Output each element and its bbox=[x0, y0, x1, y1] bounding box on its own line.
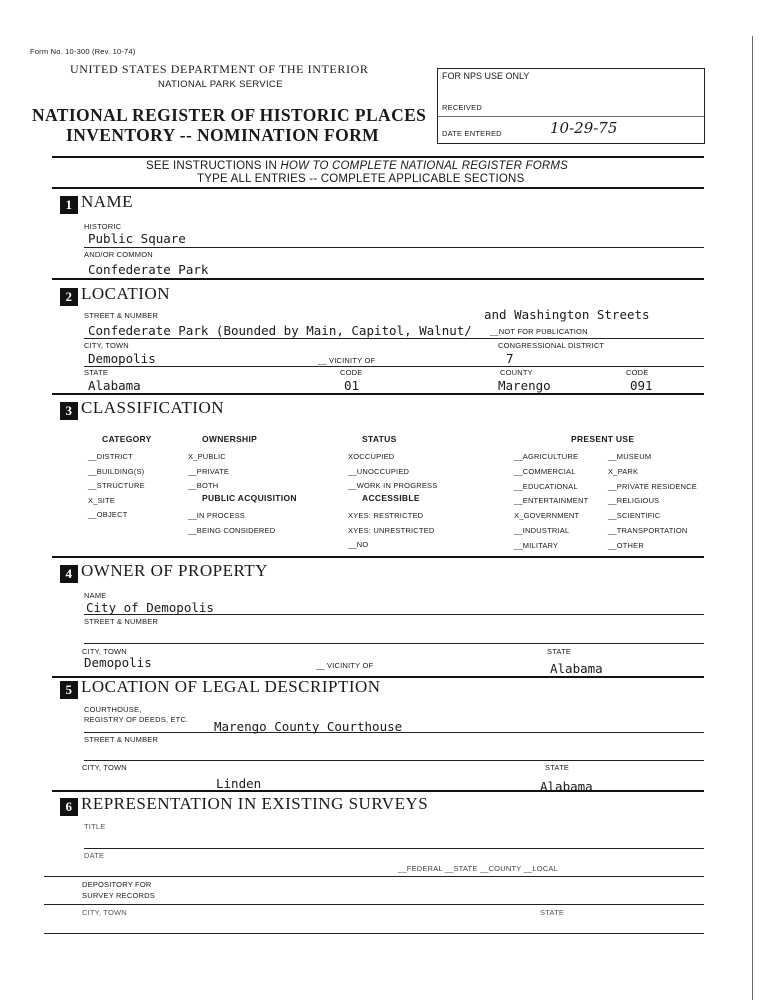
survey-state-label: STATE bbox=[540, 908, 565, 917]
present-use-option[interactable]: __ENTERTAINMENT bbox=[514, 496, 589, 506]
date-entered-label: DATE ENTERED bbox=[442, 129, 502, 138]
category-heading: CATEGORY bbox=[102, 434, 152, 444]
category-option[interactable]: __BUILDING(S) bbox=[88, 466, 145, 476]
category-option[interactable]: __DISTRICT bbox=[88, 452, 133, 461]
section-number-badge: 5 bbox=[60, 681, 78, 699]
survey-title-label: TITLE bbox=[84, 822, 106, 831]
public-acquisition-heading: PUBLIC ACQUISITION bbox=[202, 493, 297, 503]
present-use-option[interactable]: __RELIGIOUS bbox=[608, 496, 660, 506]
historic-name-field[interactable]: Public Square bbox=[88, 231, 186, 246]
survey-city-label: CITY, TOWN bbox=[82, 908, 127, 917]
registry-label: REGISTRY OF DEEDS, ETC. bbox=[84, 715, 189, 724]
section-4-heading: 4 OWNER OF PROPERTY bbox=[60, 561, 268, 583]
present-use-heading: PRESENT USE bbox=[571, 434, 635, 444]
present-use-option[interactable]: X_GOVERNMENT bbox=[514, 511, 580, 521]
accessible-option[interactable]: __NO bbox=[348, 540, 369, 549]
present-use-option[interactable]: __SCIENTIFIC bbox=[608, 511, 661, 521]
courthouse-label: COURTHOUSE, bbox=[84, 705, 142, 714]
section-number-badge: 4 bbox=[60, 565, 78, 583]
owner-name-label: NAME bbox=[84, 591, 107, 600]
acquisition-option[interactable]: __IN PROCESS bbox=[188, 511, 246, 520]
present-use-option[interactable]: __MILITARY bbox=[514, 540, 559, 550]
state-field[interactable]: Alabama bbox=[88, 378, 141, 393]
section-3-heading: 3 CLASSIFICATION bbox=[60, 398, 224, 420]
section-number-badge: 3 bbox=[60, 402, 78, 420]
status-heading: STATUS bbox=[362, 434, 397, 444]
city-field[interactable]: Demopolis bbox=[88, 351, 156, 366]
street-label: STREET & NUMBER bbox=[84, 311, 159, 320]
survey-date-label: DATE bbox=[84, 851, 105, 860]
present-use-option[interactable]: __PRIVATE RESIDENCE bbox=[608, 481, 697, 491]
category-option[interactable]: __STRUCTURE bbox=[88, 481, 145, 490]
ownership-options bbox=[188, 450, 229, 494]
street-continuation: and Washington Streets bbox=[484, 307, 650, 322]
category-option[interactable]: X_SITE bbox=[88, 495, 116, 505]
acquisition-option[interactable]: __BEING CONSIDERED bbox=[188, 525, 276, 535]
code-label: CODE bbox=[340, 368, 363, 377]
accessible-options bbox=[348, 509, 435, 553]
city-label: CITY, TOWN bbox=[84, 341, 129, 350]
present-use-option[interactable]: __OTHER bbox=[608, 540, 644, 550]
nps-use-box bbox=[437, 68, 705, 144]
instructions-line1: SEE INSTRUCTIONS IN HOW TO COMPLETE NATIONAL REGISTER FORMS bbox=[146, 160, 569, 172]
state-label: STATE bbox=[84, 368, 109, 377]
instructions-line2: TYPE ALL ENTRIES -- COMPLETE APPLICABLE SECTIONS bbox=[197, 173, 525, 185]
public-acquisition-options bbox=[188, 509, 275, 538]
congressional-district-label: CONGRESSIONAL DISTRICT bbox=[498, 341, 605, 350]
department-name: UNITED STATES DEPARTMENT OF THE INTERIOR bbox=[70, 62, 369, 76]
service-name: NATIONAL PARK SERVICE bbox=[158, 79, 283, 90]
accessible-option[interactable]: XYES: RESTRICTED bbox=[348, 511, 424, 520]
owner-vicinity-checkbox[interactable]: __ VICINITY OF bbox=[316, 661, 374, 670]
present-use-option[interactable]: __INDUSTRIAL bbox=[514, 525, 570, 535]
courthouse-field[interactable]: Marengo County Courthouse bbox=[214, 719, 403, 734]
status-option[interactable]: __WORK IN PROGRESS bbox=[348, 481, 438, 490]
owner-state-field[interactable]: Alabama bbox=[550, 661, 603, 676]
present-use-option[interactable]: __MUSEUM bbox=[608, 452, 652, 461]
congressional-district-field[interactable]: 7 bbox=[506, 351, 514, 366]
section-number-badge: 1 bbox=[60, 196, 78, 214]
depository-label: DEPOSITORY FOR bbox=[82, 880, 152, 889]
accessible-heading: ACCESSIBLE bbox=[362, 493, 420, 503]
present-use-option[interactable]: __EDUCATIONAL bbox=[514, 481, 578, 491]
ownership-option[interactable]: X_PUBLIC bbox=[188, 452, 226, 461]
status-option[interactable]: __UNOCCUPIED bbox=[348, 466, 410, 476]
legal-street-label: STREET & NUMBER bbox=[84, 735, 159, 744]
survey-records-label: SURVEY RECORDS bbox=[82, 891, 155, 900]
not-for-publication-checkbox[interactable]: __NOT FOR PUBLICATION bbox=[490, 327, 588, 336]
street-field[interactable]: Confederate Park (Bounded by Main, Capitol, Walnut/ bbox=[88, 323, 472, 338]
received-label: RECEIVED bbox=[442, 103, 482, 112]
state-code-field[interactable]: 01 bbox=[344, 378, 360, 393]
legal-state-label: STATE bbox=[545, 763, 570, 772]
county-label: COUNTY bbox=[500, 368, 533, 377]
form-title-line1: NATIONAL REGISTER OF HISTORIC PLACES bbox=[32, 105, 427, 125]
accessible-option[interactable]: XYES: UNRESTRICTED bbox=[348, 525, 435, 535]
owner-street-label: STREET & NUMBER bbox=[84, 617, 159, 626]
ownership-heading: OWNERSHIP bbox=[202, 434, 258, 444]
county-code-field[interactable]: 091 bbox=[630, 378, 653, 393]
common-name-field[interactable]: Confederate Park bbox=[88, 262, 209, 277]
category-option[interactable]: __OBJECT bbox=[88, 510, 128, 519]
historic-label: HISTORIC bbox=[84, 222, 122, 231]
status-options bbox=[348, 450, 437, 494]
present-use-option[interactable]: __AGRICULTURE bbox=[514, 452, 579, 461]
date-entered-value: 10-29-75 bbox=[550, 119, 618, 137]
present-use-option[interactable]: __TRANSPORTATION bbox=[608, 525, 688, 535]
ownership-option[interactable]: __PRIVATE bbox=[188, 466, 230, 476]
owner-city-field[interactable]: Demopolis bbox=[84, 655, 152, 670]
county-code-label: CODE bbox=[626, 368, 649, 377]
owner-name-field[interactable]: City of Demopolis bbox=[86, 600, 214, 615]
status-option[interactable]: XOCCUPIED bbox=[348, 452, 395, 461]
category-options bbox=[88, 450, 145, 523]
nps-box-label: FOR NPS USE ONLY bbox=[442, 71, 530, 81]
section-2-heading: 2 LOCATION bbox=[60, 284, 170, 306]
form-title-line2: INVENTORY -- NOMINATION FORM bbox=[66, 125, 380, 145]
present-use-options-col2 bbox=[608, 450, 697, 554]
legal-city-field[interactable]: Linden bbox=[216, 776, 262, 791]
section-number-badge: 2 bbox=[60, 288, 78, 306]
legal-city-label: CITY, TOWN bbox=[82, 763, 127, 772]
section-1-heading: 1 NAME bbox=[60, 192, 133, 214]
common-name-label: AND/OR COMMON bbox=[84, 250, 153, 259]
present-use-option[interactable]: __COMMERCIAL bbox=[514, 466, 576, 476]
owner-city-label: CITY, TOWN bbox=[82, 647, 127, 656]
section-number-badge: 6 bbox=[60, 798, 78, 816]
present-use-options-col1 bbox=[514, 450, 588, 554]
survey-level-options[interactable]: __FEDERAL __STATE __COUNTY __LOCAL bbox=[398, 864, 558, 873]
legal-state-field[interactable]: Alabama bbox=[540, 779, 593, 790]
county-field[interactable]: Marengo bbox=[498, 378, 551, 393]
section-5-heading: 5 LOCATION OF LEGAL DESCRIPTION bbox=[60, 677, 381, 699]
ownership-option[interactable]: __BOTH bbox=[188, 481, 219, 490]
present-use-option[interactable]: X_PARK bbox=[608, 466, 639, 476]
form-number: Form No. 10-300 (Rev. 10-74) bbox=[30, 47, 136, 56]
vicinity-checkbox[interactable]: __ VICINITY OF bbox=[318, 356, 376, 365]
section-6-heading: 6 REPRESENTATION IN EXISTING SURVEYS bbox=[60, 794, 428, 816]
owner-state-label: STATE bbox=[547, 647, 572, 656]
